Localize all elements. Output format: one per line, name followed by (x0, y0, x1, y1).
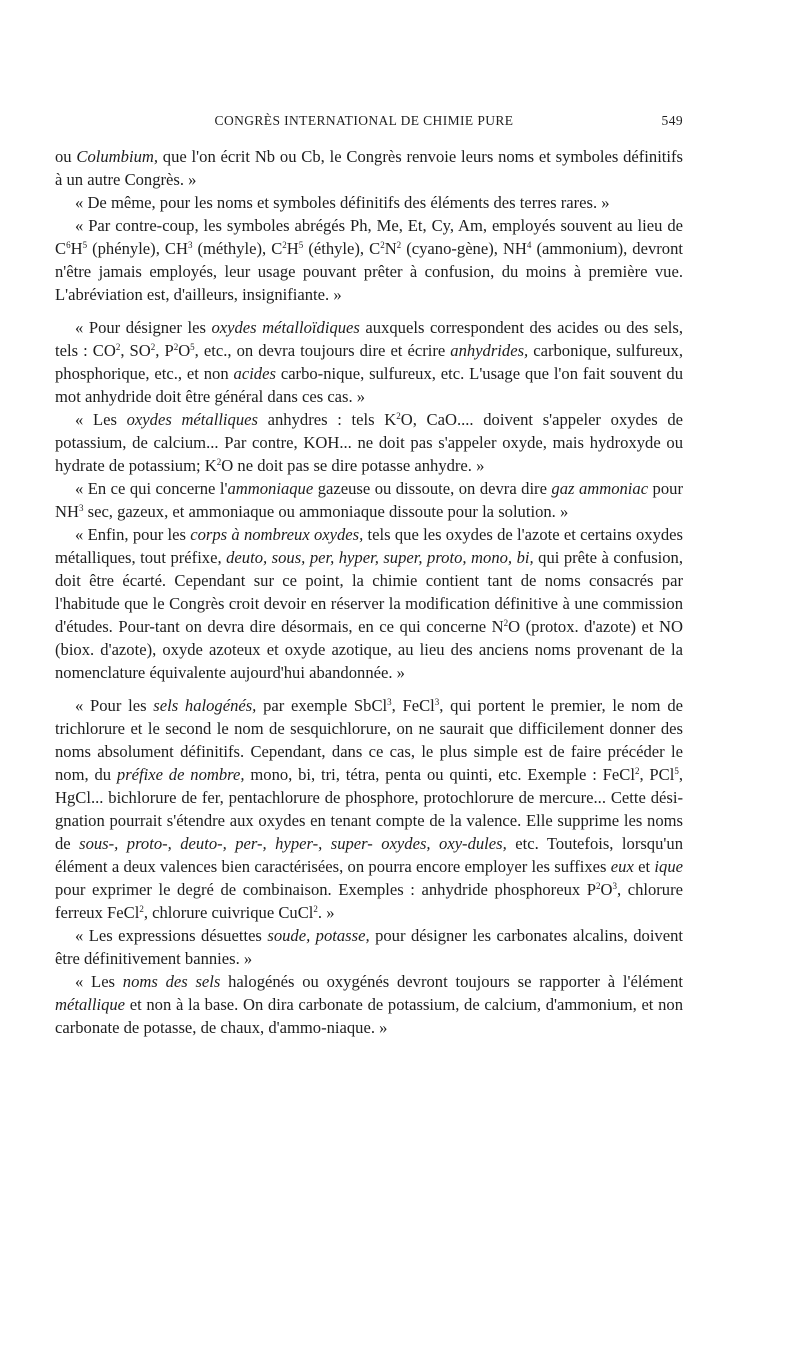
paragraph-corps-nombreux-oxydes: « Enfin, pour les corps à nombreux oxydes, tels que les oxydes de l'azote et certains oxydes métalliques, tout préfixe, deuto, sous, per, hyper, super, proto, mono, bi, qui prête à confusion, doit être écarté. Cependant sur ce point, la chimie contient tant de noms consacrés par l'habitude que le Congrès croit devoir en réserver la modification définitive à une commission d'études. Pour-tant on devra dire désormais, en ce qui concerne $N^2O$ (protox. d'azote) et NO (biox. d'azote), oxyde azoteux et oxyde azotique, au lieu des anciens noms provenant de la nomenclature équivalente aujourd'hui abandonnée. » (55, 525, 684, 682)
paragraph-soude-potasse: « Les expressions désuettes soude, potasse, pour désigner les carbonates alcalins, doivent être définitivement bannies. » (55, 926, 683, 968)
paragraph-oxydes-metalliques: « Les oxydes métalliques anhydres : tels $K^2O$, CaO.... doivent s'appeler oxydes de potassium, de calcium... Par contre, KOH... ne doit pas s'appeler oxyde, mais hydroxyde ou hydrate de potassium; $K^2O$ ne doit pas se dire potasse anhydre. » (55, 410, 683, 475)
paragraph-terres-rares: « De même, pour les noms et symboles définitifs des éléments des terres rares. » (75, 193, 610, 212)
paragraph-oxydes-metalloidiques: « Pour désigner les oxydes métalloïdiques auxquels correspondent des acides ou des sels, tels : $CO^2$, $SO^2$, $P^2O^5$, etc., on devra toujours dire et écrire anhydrides, carbonique, sulfureux, phosphorique, etc., et non acides carbo-nique, sulfureux, etc. L'usage que l'on fait souvent du mot anhydride doit être général dans ces cas. » (55, 318, 683, 406)
body-text (55, 145, 683, 1039)
paragraph-symboles-abreges: « Par contre-coup, les symboles abrégés Ph, Me, Et, Cy, Am, employés souvent au lieu de $C^6H^5$ (phényle), $CH^3$ (méthyle), $C^2H^5$ (éthyle), $C^2N^2$ (cyano-gène), $NH^4$ (ammonium), devront n'être jamais employés, leur usage pouvant prêter à confusion, du moins à première vue. L'abréviation est, d'ailleurs, insignifiante. » (55, 216, 683, 304)
paragraph-columbium: ou Columbium, que l'on écrit Nb ou Cb, le Congrès renvoie leurs noms et symboles définitifs à un autre Congrès. » (55, 147, 684, 189)
running-header (55, 113, 683, 133)
paragraph-ammoniaque: « En ce qui concerne l'ammoniaque gazeuse ou dissoute, on devra dire gaz ammoniac pour $NH^3$ sec, gazeux, et ammoniaque ou ammoniaque dissoute pour la solution. » (55, 479, 683, 521)
running-title: CONGRÈS INTERNATIONAL DE CHIMIE PURE (214, 113, 514, 128)
paragraph-noms-des-sels: « Les noms des sels halogénés ou oxygénés devront toujours se rapporter à l'élément métallique et non à la base. On dira carbonate de potassium, de calcium, d'ammonium, et non carbonate de potasse, de chaux, d'ammo-niaque. » (55, 972, 684, 1037)
paragraph-sels-halogenes: « Pour les sels halogénés, par exemple SbCl$^3$, FeCl$^3$, qui portent le premier, le nom de trichlorure et le second le nom de sesquichlorure, on ne saurait que difficilement donner des noms absolument définitifs. Cependant, dans ce cas, le plus simple est de faire précéder le nom, du préfixe de nombre, mono, bi, tri, tétra, penta ou quinti, etc. Exemple : FeCl$^2$, PCl$^5$, HgCl... bichlorure de fer, pentachlorure de phosphore, protochlorure de mercure... Cette dési-gnation pourrait s'étendre aux oxydes en tenant compte de la valence. Elle supprime les noms de sous-, proto-, deuto-, per-, hyper-, super- oxydes, oxy-dules, etc. Toutefois, lorsqu'un élément a deux valences bien caractérisées, on pourra encore employer les suffixes eux et ique pour exprimer le degré de combinaison. Exemples : anhydride phosphoreux $P^2O^3$, chlorure ferreux FeCl$^2$, chlorure cuivrique CuCl$^2$. » (55, 696, 683, 922)
page-number: 549 (661, 113, 683, 128)
